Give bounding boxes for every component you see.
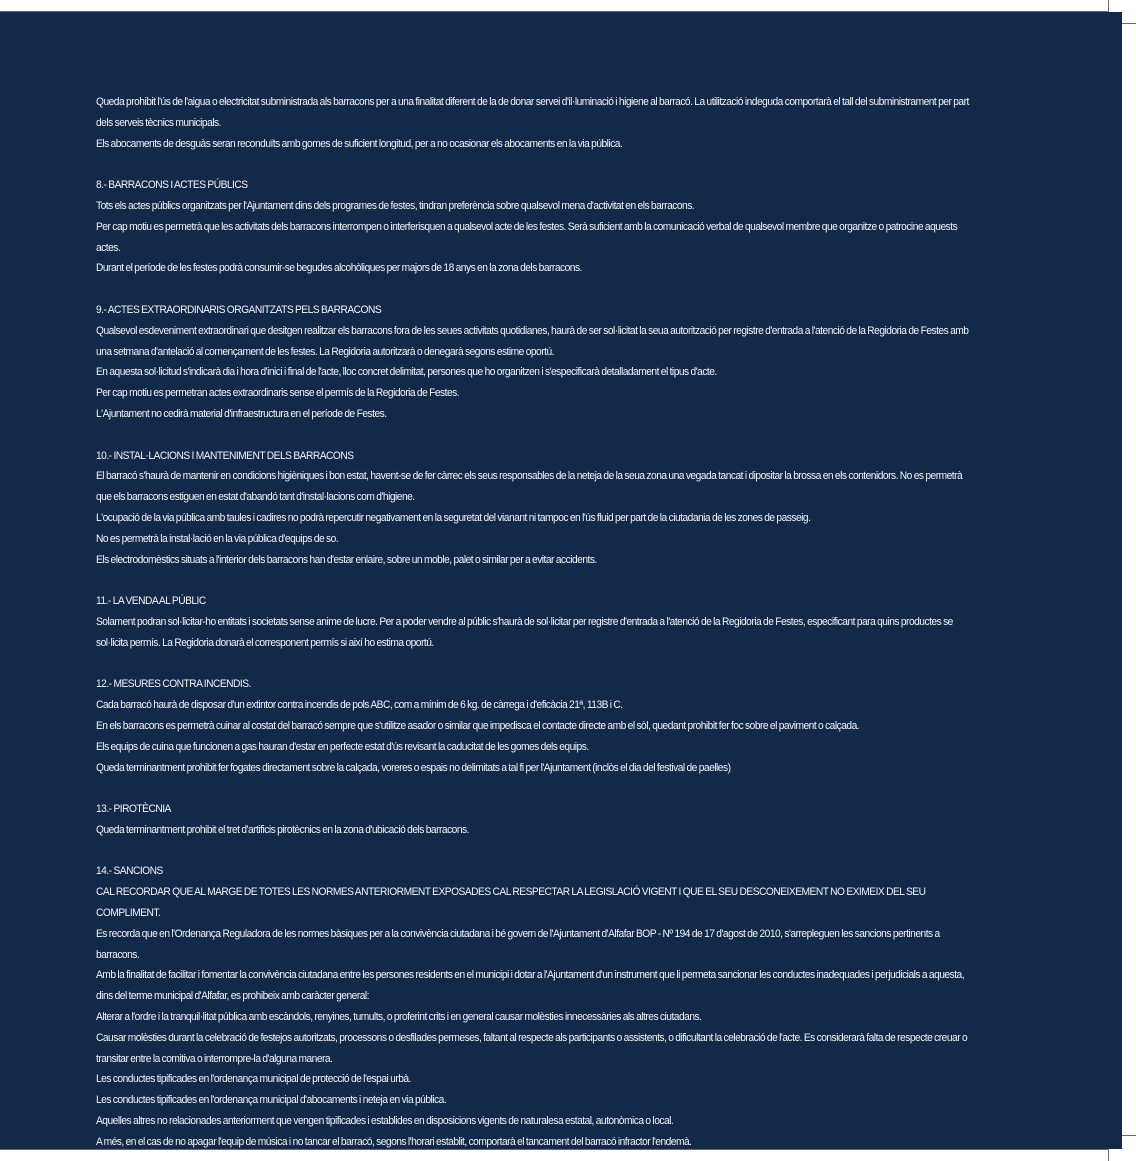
paragraph: Les conductes tipificades en l'ordenança municipal de protecció de l'espai urbà.	[96, 1073, 411, 1086]
section-12	[96, 674, 978, 778]
paragraph: Les conductes tipificades en l'ordenança municipal d'abocaments i neteja en via pública.	[96, 1094, 447, 1107]
crop-mark	[1108, 1149, 1109, 1161]
paragraph: L'Ajuntament no cedirà material d'infraestructura en el període de Festes.	[96, 407, 387, 420]
paragraph: Alterar a l'ordre i la tranquil·litat pública amb escàndols, renyines, tumults, o proferint crits i en general causar molèsties innecessàries als altres ciutadans.	[96, 1011, 702, 1024]
page-background	[0, 12, 1122, 1149]
section-9	[96, 300, 978, 425]
crop-mark	[1108, 0, 1109, 12]
section-heading: 14.- SANCIONS	[96, 865, 163, 878]
paragraph: En els barracons es permetrà cuinar al costat del barracó sempre que s'utilitze asador o similar que impedisca el contacte directe amb el sòl, quedant prohibit fer foc sobre el paviment o calçada.	[96, 719, 860, 732]
crop-mark	[0, 1149, 1108, 1150]
paragraph: Queda prohibit l'ús de l'aigua o electricitat subministrada als barracons per a una finalitat diferent de la de donar servei d'il·luminació i higiene al barracó. La utilització indeguda comportarà el tall del subministrament per part dels serveis tècnics municipals.	[96, 96, 969, 129]
paragraph: Aquelles altres no relacionades anteriorment que vengen tipificades i establides en disposicions vigents de naturalesa estatal, autonòmica o local.	[96, 1115, 674, 1128]
section-heading: 12.- MESURES CONTRA INCENDIS.	[96, 678, 251, 691]
paragraph: Causar molèsties durant la celebració de festejos autoritzats, processons o desfilades permeses, faltant al respecte als participants o assistents, o dificultant la celebració de l'acte. Es considerarà falta de respecte creuar o transitar entre la comitiva o interrompre-la d'alguna manera.	[96, 1031, 968, 1065]
paragraph: Amb la finalitat de facilitar i fomentar la convivència ciutadana entre les persones residents en el municipi i dotar a l'Ajuntament d'un instrument que li permeta sancionar les conductes inadequades i perjudicials a aquesta, dins del terme municipal d'Alfafar, es prohibeix amb caràcter general:	[96, 969, 965, 1003]
paragraph: Tots els actes públics organitzats per l'Ajuntament dins dels programes de festes, tindran preferència sobre qualsevol mena d'activitat en els barracons.	[96, 199, 695, 212]
paragraph: Solament podran sol·licitar-ho entitats i societats sense anime de lucre. Per a poder vendre al públic s'haurà de sol·licitar per registre d'entrada a l'atenció de la Regidoria de Festes, especificant para quins productes se sol·licita permís. La Regidoria donarà el corresponent permís si així ho estima oportú.	[96, 615, 953, 649]
paragraph: El barracó s'haurà de mantenir en condicions higièniques i bon estat, havent-se de fer càrrec els seus responsables de la neteja de la seua zona una vegada tancat i dipositar la brossa en els contenidors. No es permetrà que els barracons estiguen en estat d'abandó tant d'instal·lacions com d'higiene.	[96, 470, 963, 504]
paragraph: En aquesta sol·licitud s'indicarà dia i hora d'inici i final de l'acte, lloc concret delimitat, persones que ho organitzen i s'especificarà detalladament el tipus d'acte.	[96, 366, 717, 379]
paragraph: A més, en el cas de no apagar l'equip de música i no tancar el barracó, segons l'horari establit, comportarà el tancament del barracó infractor l'endemà.	[96, 1135, 692, 1148]
crop-mark	[1122, 23, 1136, 24]
paragraph: Els abocaments de desguàs seran reconduïts amb gomes de suficient longitud, per a no ocasionar els abocaments en la via pública.	[96, 137, 623, 150]
section-heading: 10.- INSTAL·LACIONS I MANTENIMENT DELS BARRACONS	[96, 449, 354, 462]
section-heading: 13.- PIROTÈCNIA	[96, 803, 171, 816]
section-14	[96, 861, 978, 1152]
section-11	[96, 591, 978, 653]
paragraph: Qualsevol esdeveniment extraordinari que desitgen realitzar els barracons fora de les seues activitats quotidianes, haurà de ser sol·licitat la seua autorització per registre d'entrada a l'atenció de la Regidoria de Festes amb una setmana d'antelació al començament de les festes. La Regidoria autoritzarà o denegarà segons estime oportú.	[96, 324, 969, 358]
paragraph: L'ocupació de la via pública amb taules i cadires no podrà repercutir negativament en la seguretat del vianant ni tampoc en l'ús fluid per part de la ciutadania de les zones de passeig.	[96, 511, 811, 524]
paragraph: Per cap motiu es permetrà que les activitats dels barracons interrompen o interferisquen a qualsevol acte de les festes. Serà suficient amb la comunicació verbal de qualsevol membre que organitze o patrocine aquests actes.	[96, 220, 958, 254]
paragraph: Per cap motiu es permetran actes extraordinaris sense el permís de la Regidoria de Festes.	[96, 387, 460, 400]
section-8	[96, 175, 978, 279]
section-10	[96, 446, 978, 571]
section-13	[96, 799, 978, 841]
paragraph: CAL RECORDAR QUE AL MARGE DE TOTES LES NORMES ANTERIORMENT EXPOSADES CAL RESPECTAR LA LEGISLACIÓ VIGENT I QUE EL SEU DESCONEIXEMENT NO EXIMEIX DEL SEU COMPLIMENT.	[96, 886, 926, 920]
paragraph: Els electrodomèstics situats a l'interior dels barracons han d'estar enlaire, sobre un moble, palet o similar per a evitar accidents.	[96, 553, 597, 566]
section-heading: 9.- ACTES EXTRAORDINARIS ORGANITZATS PELS BARRACONS	[96, 303, 382, 316]
section-heading: 11.- LA VENDA AL PÚBLIC	[96, 595, 206, 608]
intro-section	[96, 92, 978, 154]
crop-mark	[0, 11, 1108, 12]
crop-mark	[1122, 1135, 1136, 1136]
paragraph: No es permetrà la instal·lació en la via pública d'equips de so.	[96, 532, 339, 545]
paragraph: Cada barracó haurà de disposar d'un extintor contra incendis de pols ABC, com a mínim de 6 kg. de càrrega i d'eficàcia 21ª, 113B i C.	[96, 699, 623, 712]
paragraph: Durant el període de les festes podrà consumir-se begudes alcohòliques per majors de 18 anys en la zona dels barracons.	[96, 262, 582, 275]
section-heading: 8.- BARRACONS I ACTES PÚBLICS	[96, 179, 248, 192]
paragraph: Es recorda que en l'Ordenança Reguladora de les normes bàsiques per a la convivència ciutadana i bé govern de l'Ajuntament d'Alfafar BOP - Nº 194 de 17 d'agost de 2010, s'arrepleguen les sancions pertinents a barracons.	[96, 927, 940, 961]
paragraph: Queda terminantment prohibit el tret d'artificis pirotècnics en la zona d'ubicació dels barracons.	[96, 823, 469, 836]
paragraph: Els equips de cuina que funcionen a gas hauran d'estar en perfecte estat d'ús revisant la caducitat de les gomes dels equips.	[96, 740, 589, 753]
document-text	[96, 92, 978, 1153]
paragraph: Queda terminantment prohibit fer fogates directament sobre la calçada, voreres o espais no delimitats a tal fi per l'Ajuntament (inclòs el dia del festival de paelles)	[96, 761, 731, 774]
